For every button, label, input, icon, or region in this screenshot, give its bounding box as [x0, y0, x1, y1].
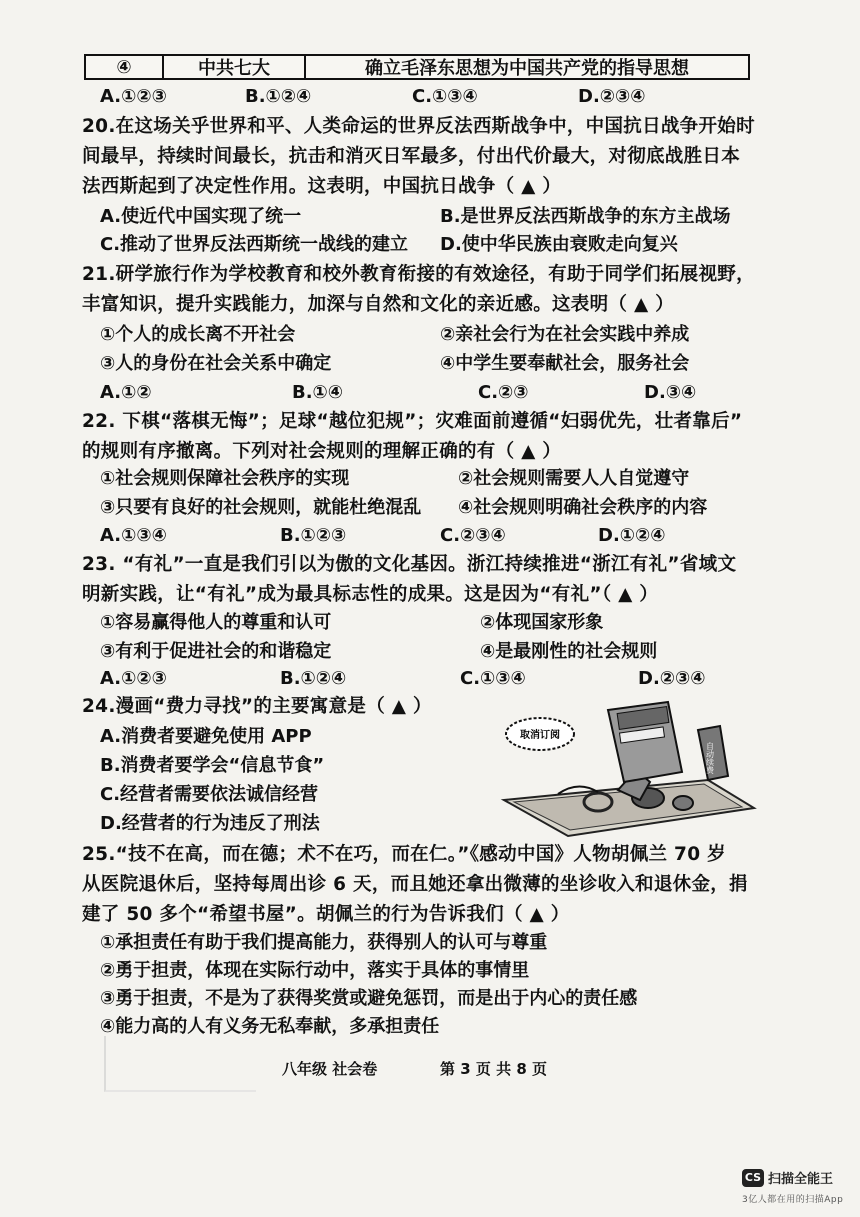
table-cell-meeting: 中共七大	[164, 56, 306, 78]
cartoon-illustration	[498, 690, 760, 840]
q22-option-a: A.①③④	[100, 525, 167, 546]
q21-stem-line-1: 21.研学旅行作为学校教育和校外教育衔接的有效途径，有助于同学们拓展视野，	[82, 264, 755, 285]
q20-option-b: B.是世界反法西斯战争的东方主战场	[440, 206, 731, 227]
q25-stem-line-3: 建了 50 多个“希望书屋”。胡佩兰的行为告诉我们（ ▲ ）	[82, 904, 570, 925]
q24-option-d: D.经营者的行为违反了刑法	[100, 813, 320, 834]
q22-statement-1: ①社会规则保障社会秩序的实现	[100, 468, 350, 489]
q20-stem-line-3: 法西斯起到了决定性作用。这表明，中国抗日战争（ ▲ ）	[82, 176, 562, 197]
q25-statement-1: ①承担责任有助于我们提高能力，获得别人的认可与尊重	[100, 932, 548, 953]
q23-option-d: D.②③④	[638, 668, 706, 689]
cartoon-tag-text: 自动续费	[705, 742, 715, 774]
q19-option-c: C.①③④	[412, 86, 478, 107]
q19-option-d: D.②③④	[578, 86, 646, 107]
q23-option-c: C.①③④	[460, 668, 526, 689]
q25-statement-3: ③勇于担责，不是为了获得奖赏或避免惩罚，而是出于内心的责任感	[100, 988, 638, 1009]
q20-option-a: A.使近代中国实现了统一	[100, 206, 302, 227]
q23-statement-3: ③有利于促进社会的和谐稳定	[100, 641, 332, 662]
q22-stem-line-1: 22. 下棋“落棋无悔”；足球“越位犯规”；灾难面前遵循“妇弱优先，壮者靠后”	[82, 411, 743, 432]
q21-option-c: C.②③	[478, 382, 529, 403]
table-cell-number: ④	[86, 56, 164, 78]
q22-statement-4: ④社会规则明确社会秩序的内容	[458, 497, 708, 518]
q20-stem-line-1: 20.在这场关乎世界和平、人类命运的世界反法西斯战争中，中国抗日战争开始时	[82, 116, 755, 137]
q25-stem-line-1: 25.“技不在高，而在德；术不在巧，而在仁。”《感动中国》人物胡佩兰 70 岁	[82, 844, 726, 865]
q24-option-b: B.消费者要学会“信息节食”	[100, 755, 325, 776]
q22-option-d: D.①②④	[598, 525, 666, 546]
q23-statement-4: ④是最刚性的社会规则	[480, 641, 658, 662]
q21-statement-2: ②亲社会行为在社会实践中养成	[440, 324, 690, 345]
footer-page-number: 第 3 页 共 8 页	[440, 1060, 547, 1078]
q21-stem-line-2: 丰富知识，提升实践能力，加深与自然和文化的亲近感。这表明（ ▲ ）	[82, 294, 675, 315]
brand-tagline: 3亿人都在用的扫描App	[742, 1195, 844, 1205]
q23-statement-1: ①容易赢得他人的尊重和认可	[100, 612, 332, 633]
q22-option-b: B.①②③	[280, 525, 347, 546]
q21-option-d: D.③④	[644, 382, 697, 403]
q20-stem-line-2: 间最早，持续时间最长，抗击和消灭日军最多，付出代价最大，对彻底战胜日本	[82, 146, 741, 167]
q19-option-a: A.①②③	[100, 86, 167, 107]
q22-statement-3: ③只要有良好的社会规则，就能杜绝混乱	[100, 497, 422, 518]
q22-option-c: C.②③④	[440, 525, 506, 546]
q23-stem-line-1: 23. “有礼”一直是我们引以为傲的文化基因。浙江持续推进“浙江有礼”省域文	[82, 554, 737, 575]
q23-option-a: A.①②③	[100, 668, 167, 689]
scanner-brand	[742, 1168, 833, 1187]
brand-name: 扫描全能王	[768, 1172, 834, 1187]
q21-option-b: B.①④	[292, 382, 344, 403]
q25-stem-line-2: 从医院退休后，坚持每周出诊 6 天，而且她还拿出微薄的坐诊收入和退休金，捐	[82, 874, 748, 895]
q23-option-b: B.①②④	[280, 668, 347, 689]
q24-option-a: A.消费者要避免使用 APP	[100, 726, 312, 747]
q23-statement-2: ②体现国家形象	[480, 612, 604, 633]
q25-statement-4: ④能力高的人有义务无私奉献，多承担责任	[100, 1016, 440, 1037]
cartoon-bubble-text: 取消订阅	[520, 730, 560, 741]
answer-table-row	[84, 54, 750, 80]
q21-option-a: A.①②	[100, 382, 152, 403]
q21-statement-4: ④中学生要奉献社会，服务社会	[440, 353, 690, 374]
cs-logo-icon: CS	[742, 1169, 764, 1187]
footer-grade: 八年级 社会卷	[282, 1060, 378, 1078]
q20-option-d: D.使中华民族由衰败走向复兴	[440, 234, 678, 255]
q22-statement-2: ②社会规则需要人人自觉遵守	[458, 468, 690, 489]
q24-stem: 24.漫画“费力寻找”的主要寓意是（ ▲ ）	[82, 696, 432, 717]
table-cell-content: 确立毛泽东思想为中国共产党的指导思想	[365, 58, 689, 79]
q25-statement-2: ②勇于担责，体现在实际行动中，落实于具体的事情里	[100, 960, 530, 981]
q19-option-b: B.①②④	[245, 86, 312, 107]
q22-stem-line-2: 的规则有序撤离。下列对社会规则的理解正确的有（ ▲ ）	[82, 441, 562, 462]
q23-stem-line-2: 明新实践，让“有礼”成为最具标志性的成果。这是因为“有礼”（ ▲ ）	[82, 584, 659, 605]
q21-statement-3: ③人的身份在社会关系中确定	[100, 353, 332, 374]
faint-stamp-mark	[104, 1036, 256, 1092]
q24-option-c: C.经营者需要依法诚信经营	[100, 784, 319, 805]
q21-statement-1: ①个人的成长离不开社会	[100, 324, 296, 345]
q20-option-c: C.推动了世界反法西斯统一战线的建立	[100, 234, 409, 255]
